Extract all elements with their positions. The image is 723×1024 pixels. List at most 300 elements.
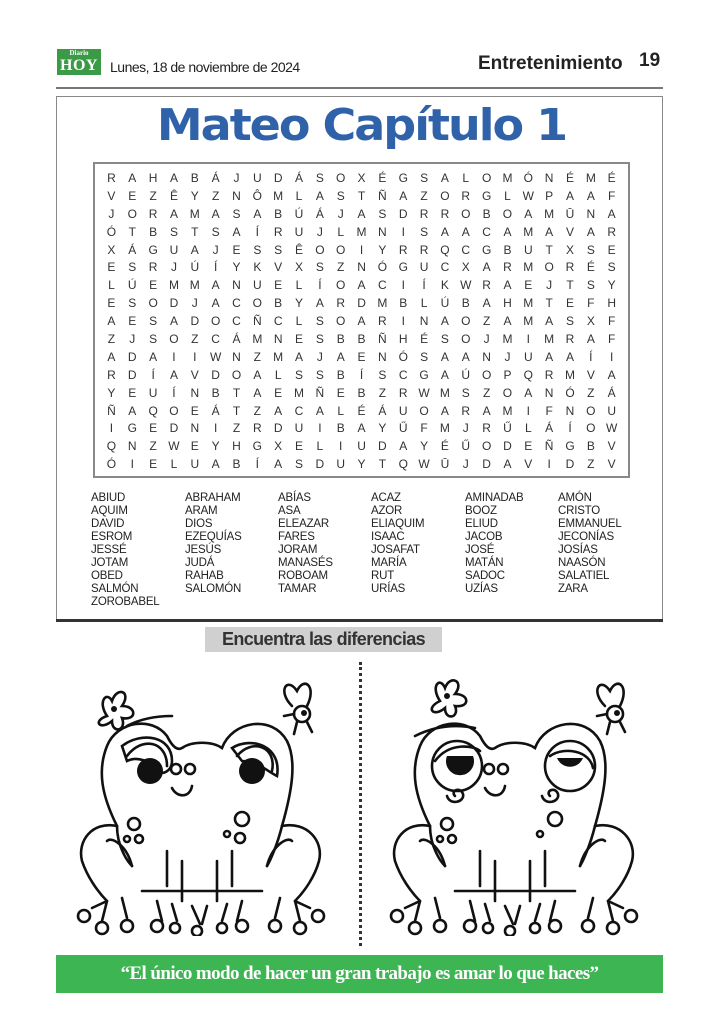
grid-letter: R [419, 242, 429, 257]
grid-letter: A [128, 170, 137, 185]
grid-letter: A [336, 349, 345, 364]
grid-letter: Y [190, 188, 199, 203]
grid-letter: R [107, 170, 116, 185]
grid-letter: A [274, 457, 283, 472]
grid-letter: A [565, 188, 574, 203]
grid-letter: A [482, 260, 491, 275]
grid-letter: S [586, 278, 595, 293]
grid-letter: A [128, 403, 137, 418]
grid-letter: Ê [295, 242, 304, 257]
grid-letter: B [336, 367, 345, 382]
grid-letter: Ű [503, 421, 512, 436]
grid-letter: U [419, 260, 429, 275]
grid-letter: O [169, 331, 179, 346]
grid-letter: Í [568, 421, 572, 436]
grid-letter: K [440, 278, 449, 293]
grid-letter: R [607, 224, 616, 239]
dotted-divider [359, 662, 362, 946]
grid-letter: A [440, 403, 449, 418]
grid-letter: N [232, 188, 241, 203]
grid-letter: L [524, 421, 532, 436]
grid-letter: J [108, 206, 115, 221]
grid-letter: T [357, 188, 366, 203]
word-list-item: EZEQUÍAS [185, 531, 242, 543]
grid-letter: S [315, 367, 324, 382]
word-list-item: EMMANUEL [558, 518, 622, 530]
grid-letter: D [565, 457, 575, 472]
grid-letter: J [170, 260, 177, 275]
word-list-item: JORAM [278, 544, 318, 556]
word-list-item: MANASÉS [278, 557, 333, 569]
grid-letter: A [440, 170, 449, 185]
grid-letter: R [544, 367, 554, 382]
grid-letter: L [337, 224, 345, 239]
grid-letter: E [274, 385, 283, 400]
grid-letter: G [127, 421, 137, 436]
grid-letter: W [418, 457, 430, 472]
grid-letter: U [148, 385, 158, 400]
grid-letter: A [524, 206, 533, 221]
grid-letter: D [190, 314, 200, 329]
grid-letter: R [461, 188, 471, 203]
grid-letter: U [190, 457, 200, 472]
grid-letter: Á [378, 403, 387, 418]
grid-letter: R [336, 296, 346, 311]
grid-letter: E [524, 278, 533, 293]
grid-letter: I [213, 421, 218, 436]
grid-letter: Í [359, 367, 364, 382]
grid-letter: A [503, 314, 512, 329]
differences-title: Encuentra las diferencias [205, 627, 442, 652]
grid-letter: A [274, 403, 283, 418]
grid-letter: X [586, 314, 595, 329]
grid-row [101, 312, 622, 330]
word-list-item: ELEAZAR [278, 518, 330, 530]
grid-letter: E [357, 349, 366, 364]
grid-letter: W [606, 421, 618, 436]
grid-letter: A [399, 439, 408, 454]
grid-letter: S [232, 206, 241, 221]
grid-letter: A [607, 367, 616, 382]
grid-letter: A [253, 385, 262, 400]
grid-letter: B [586, 439, 595, 454]
grid-letter: U [398, 403, 408, 418]
grid-letter: A [315, 403, 324, 418]
grid-letter: Á [295, 170, 304, 185]
grid-letter: J [546, 278, 553, 293]
grid-letter: M [439, 385, 450, 400]
grid-letter: M [294, 385, 305, 400]
grid-letter: D [378, 439, 387, 454]
grid-letter: M [523, 224, 534, 239]
grid-letter: Z [191, 331, 199, 346]
grid-letter: O [461, 314, 471, 329]
grid-letter: S [378, 206, 387, 221]
grid-letter: U [607, 403, 616, 418]
grid-letter: C [398, 367, 408, 382]
grid-letter: V [607, 439, 616, 454]
grid-letter: Ū [565, 206, 575, 221]
grid-letter: M [168, 278, 179, 293]
grid-letter: R [503, 260, 512, 275]
grid-letter: Ñ [315, 385, 325, 400]
grid-letter: S [440, 331, 449, 346]
grid-letter: É [378, 170, 387, 185]
grid-letter: O [169, 403, 179, 418]
grid-letter: Z [420, 188, 428, 203]
grid-letter: Ñ [107, 403, 116, 418]
grid-letter: C [232, 296, 241, 311]
grid-letter: S [607, 260, 616, 275]
grid-letter: O [481, 170, 492, 185]
grid-letter: L [316, 439, 324, 454]
grid-letter: W [168, 439, 180, 454]
word-list-item: ACAZ [371, 492, 401, 504]
grid-letter: O [148, 296, 158, 311]
grid-letter: X [274, 439, 283, 454]
grid-letter: M [523, 296, 534, 311]
grid-row [101, 258, 622, 276]
grid-letter: R [482, 278, 491, 293]
grid-letter: M [523, 314, 534, 329]
grid-letter: A [315, 188, 324, 203]
grid-letter: T [378, 457, 387, 472]
grid-letter: W [418, 385, 430, 400]
word-list-item: ZOROBABEL [91, 596, 160, 608]
grid-letter: L [108, 278, 115, 293]
grid-letter: E [295, 439, 304, 454]
grid-letter: O [586, 421, 596, 436]
grid-letter: E [524, 439, 533, 454]
grid-letter: D [273, 170, 283, 185]
grid-letter: Y [420, 439, 429, 454]
grid-letter: X [295, 260, 304, 275]
grid-letter: O [586, 403, 596, 418]
grid-letter: I [610, 349, 614, 364]
grid-letter: C [211, 331, 220, 346]
grid-letter: W [209, 349, 222, 364]
grid-letter: A [503, 278, 512, 293]
grid-letter: Z [149, 439, 157, 454]
grid-letter: L [170, 457, 178, 472]
grid-letter: M [544, 206, 555, 221]
grid-letter: S [420, 349, 429, 364]
grid-letter: S [128, 296, 137, 311]
grid-letter: Ű [398, 421, 408, 436]
grid-letter: A [169, 314, 178, 329]
logo-small-text: Diario [69, 49, 89, 57]
word-list-item: JOSÍAS [558, 544, 598, 556]
grid-letter: S [295, 457, 304, 472]
grid-letter: N [565, 403, 575, 418]
grid-letter: U [357, 439, 366, 454]
grid-letter: S [565, 314, 574, 329]
grid-letter: E [232, 242, 241, 257]
grid-letter: I [359, 242, 364, 257]
grid-letter: R [252, 421, 262, 436]
grid-letter: S [211, 224, 220, 239]
grid-letter: E [190, 403, 199, 418]
grid-letter: E [107, 296, 116, 311]
grid-letter: B [274, 296, 283, 311]
grid-letter: L [295, 314, 303, 329]
grid-letter: Í [255, 457, 259, 472]
grid-letter: U [336, 457, 346, 472]
grid-letter: R [440, 206, 450, 221]
grid-letter: J [129, 331, 136, 346]
grid-letter: I [339, 439, 343, 454]
grid-letter: U [252, 278, 262, 293]
grid-letter: C [232, 314, 241, 329]
grid-letter: I [401, 278, 405, 293]
grid-letter: S [128, 260, 137, 275]
grid-letter: S [420, 224, 429, 239]
word-list-item: URÍAS [371, 583, 406, 595]
grid-letter: Z [211, 188, 220, 203]
grid-letter: Ñ [378, 331, 387, 346]
grid-letter: Ó [377, 260, 388, 275]
quote-banner: “El único modo de hacer un gran trabajo es amar lo que haces” [56, 955, 663, 993]
grid-letter: O [461, 206, 471, 221]
grid-letter: S [336, 188, 345, 203]
grid-letter: A [440, 367, 449, 382]
grid-letter: F [587, 296, 595, 311]
grid-row [101, 455, 622, 473]
grid-letter: A [211, 296, 220, 311]
grid-letter: A [607, 206, 616, 221]
grid-letter: R [398, 242, 408, 257]
grid-letter: Á [545, 421, 554, 436]
grid-letter: V [586, 367, 595, 382]
grid-letter: Ô [252, 188, 262, 203]
grid-letter: A [107, 314, 116, 329]
grid-letter: Z [587, 457, 595, 472]
grid-letter: I [130, 457, 134, 472]
grid-letter: E [274, 278, 283, 293]
grid-letter: X [357, 170, 366, 185]
diario-hoy-logo [57, 49, 101, 75]
grid-letter: A [357, 278, 366, 293]
grid-letter: Ñ [252, 314, 262, 329]
grid-letter: N [232, 278, 241, 293]
page-number: 19 [639, 50, 661, 71]
grid-letter: Á [607, 385, 616, 400]
grid-letter: O [544, 260, 554, 275]
word-list-item: AMINADAB [465, 492, 524, 504]
grid-letter: A [149, 349, 158, 364]
grid-letter: S [274, 242, 283, 257]
grid-letter: Ñ [378, 188, 387, 203]
grid-letter: R [565, 331, 575, 346]
grid-letter: U [252, 170, 262, 185]
word-list-item: BOOZ [465, 505, 497, 517]
grid-letter: M [273, 349, 284, 364]
grid-letter: L [295, 278, 303, 293]
grid-letter: R [398, 385, 408, 400]
grid-letter: H [148, 170, 158, 185]
grid-letter: O [336, 314, 346, 329]
grid-letter: Ê [169, 188, 178, 203]
grid-letter: Á [315, 206, 324, 221]
grid-row [101, 223, 622, 241]
grid-letter: N [232, 349, 241, 364]
word-list-item: JESSÉ [91, 544, 127, 556]
grid-letter: E [128, 385, 137, 400]
grid-letter: M [564, 367, 575, 382]
grid-letter: R [148, 206, 158, 221]
grid-letter: M [585, 170, 596, 185]
grid-letter: O [252, 296, 262, 311]
word-list-item: OBED [91, 570, 123, 582]
grid-letter: I [526, 331, 530, 346]
grid-letter: O [210, 314, 221, 329]
grid-letter: Z [482, 385, 491, 400]
grid-row [101, 402, 622, 420]
grid-letter: B [149, 224, 158, 239]
grid-row [101, 187, 622, 205]
grid-letter: J [191, 296, 198, 311]
grid-letter: C [482, 224, 491, 239]
grid-letter: Q [398, 457, 408, 472]
grid-letter: Z [149, 188, 157, 203]
grid-letter: Ú [127, 278, 137, 293]
grid-letter: A [169, 367, 178, 382]
grid-letter: K [253, 260, 262, 275]
grid-letter: Z [232, 421, 241, 436]
grid-letter: Ó [523, 170, 533, 185]
word-list-item: ASA [278, 505, 301, 517]
grid-letter: J [212, 242, 219, 257]
grid-letter: S [315, 331, 324, 346]
grid-letter: U [294, 224, 304, 239]
grid-letter: T [232, 403, 241, 418]
grid-letter: S [586, 242, 595, 257]
grid-letter: Y [232, 260, 241, 275]
word-list-item: DIOS [185, 518, 213, 530]
grid-letter: D [482, 457, 491, 472]
grid-letter: N [482, 349, 491, 364]
grid-letter: V [607, 457, 616, 472]
grid-letter: A [315, 296, 324, 311]
grid-letter: A [461, 224, 470, 239]
grid-letter: Ó [106, 457, 117, 472]
grid-letter: É [565, 170, 574, 185]
grid-letter: D [127, 349, 137, 364]
grid-letter: N [544, 385, 554, 400]
grid-letter: T [545, 242, 553, 257]
grid-letter: L [462, 170, 470, 185]
grid-letter: X [461, 260, 470, 275]
grid-letter: F [545, 403, 553, 418]
grid-letter: M [502, 331, 513, 346]
grid-letter: A [253, 206, 262, 221]
grid-letter: A [357, 314, 366, 329]
grid-letter: X [565, 242, 574, 257]
word-list-item: RAHAB [185, 570, 224, 582]
grid-letter: F [608, 188, 616, 203]
grid-letter: B [336, 421, 345, 436]
grid-letter: B [461, 296, 470, 311]
word-list-item: ARAM [185, 505, 218, 517]
grid-row [101, 366, 622, 384]
grid-letter: L [420, 296, 428, 311]
grid-letter: A [295, 349, 304, 364]
grid-letter: É [440, 439, 449, 454]
grid-letter: A [190, 242, 199, 257]
grid-letter: R [482, 421, 491, 436]
word-list [91, 492, 651, 609]
grid-letter: Z [337, 260, 345, 275]
word-list-item: JACOB [465, 531, 503, 543]
grid-letter: L [295, 188, 303, 203]
grid-letter: O [127, 206, 137, 221]
grid-letter: F [608, 331, 616, 346]
grid-letter: E [565, 296, 574, 311]
word-list-item: JESÚS [185, 544, 222, 556]
grid-letter: M [356, 224, 367, 239]
grid-letter: E [190, 439, 199, 454]
grid-letter: J [504, 349, 511, 364]
grid-letter: I [547, 457, 551, 472]
puzzle-title: Mateo Capítulo 1 [156, 99, 567, 151]
grid-letter: B [503, 242, 512, 257]
grid-letter: B [274, 206, 283, 221]
grid-letter: C [294, 403, 304, 418]
grid-letter: Ñ [544, 439, 554, 454]
grid-letter: A [253, 367, 262, 382]
grid-row [101, 294, 622, 312]
grid-letter: O [502, 385, 513, 400]
grid-letter: R [148, 260, 158, 275]
grid-row [101, 419, 622, 437]
grid-letter: I [172, 349, 176, 364]
word-list-item: TAMAR [278, 583, 317, 595]
grid-letter: I [193, 349, 197, 364]
grid-letter: A [357, 421, 366, 436]
word-list-item: DAVID [91, 518, 125, 530]
grid-letter: N [273, 331, 283, 346]
word-list-item: ELIAQUIM [371, 518, 425, 530]
grid-letter: G [481, 188, 492, 203]
word-search-grid [93, 162, 630, 478]
grid-letter: H [232, 439, 241, 454]
word-list-item: JOSÉ [465, 544, 495, 556]
grid-letter: V [565, 224, 574, 239]
grid-letter: O [502, 206, 513, 221]
grid-letter: A [211, 457, 220, 472]
grid-letter: A [586, 188, 595, 203]
grid-letter: S [295, 367, 304, 382]
grid-letter: E [128, 314, 137, 329]
grid-letter: Z [587, 385, 595, 400]
grid-letter: Ó [398, 349, 408, 364]
grid-letter: A [211, 206, 220, 221]
grid-letter: S [149, 331, 158, 346]
logo-big-text: HOY [60, 57, 98, 74]
frog-illustration-right [385, 676, 645, 936]
grid-letter: Í [255, 224, 259, 239]
grid-letter: M [523, 260, 534, 275]
grid-letter: Q [440, 242, 450, 257]
grid-letter: B [190, 170, 199, 185]
grid-letter: N [419, 314, 429, 329]
grid-letter: Í [151, 367, 155, 382]
grid-letter: Z [482, 314, 491, 329]
grid-letter: Ū [440, 457, 450, 472]
grid-row [101, 205, 622, 223]
grid-letter: Á [232, 331, 241, 346]
grid-letter: Í [589, 349, 593, 364]
